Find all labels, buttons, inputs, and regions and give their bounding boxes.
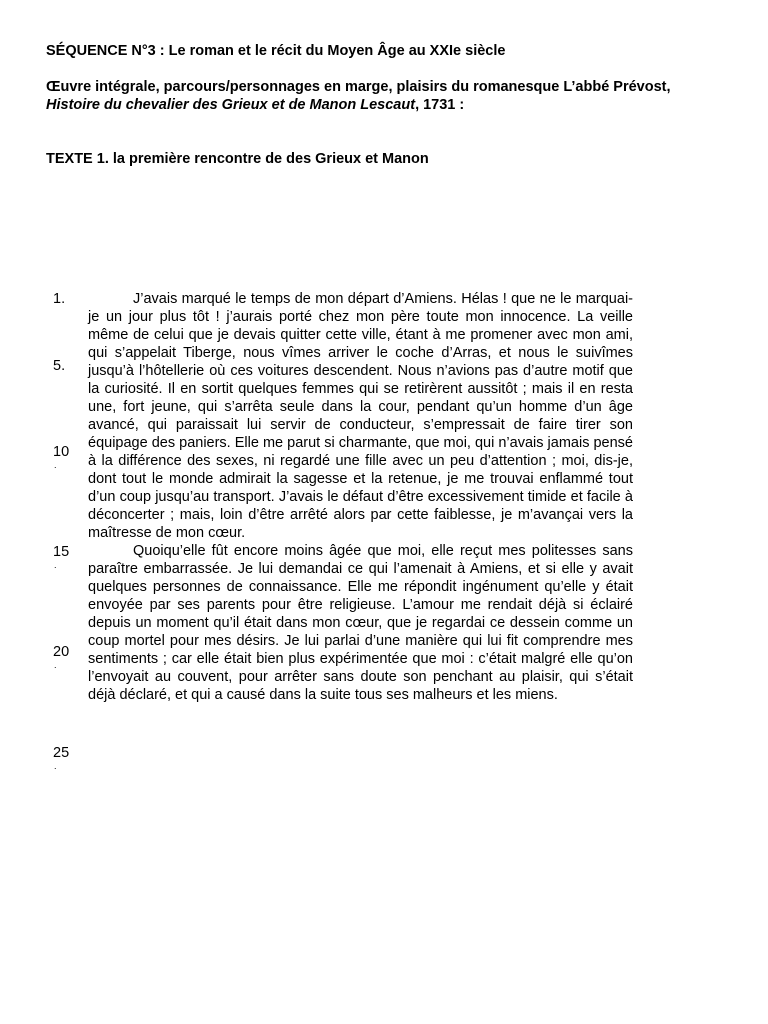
line-number-1: 1. [53, 291, 66, 307]
text-passage [88, 290, 633, 704]
oeuvre-line: Œuvre intégrale, parcours/personnages en marge, plaisirs du romanesque L’abbé Prévost, [46, 79, 671, 95]
paragraph-1: J’avais marqué le temps de mon départ d’Amiens. Hélas ! que ne le marquai-je un jour plus tôt ! j’aurais porté chez mon père toute mon innocence. La veille même de celui que je devais quitter cette ville, étant à me promener avec mon ami, qui s’appelait Tiberge, nous vîmes arriver le coche d’Arras, et nous le suivîmes jusqu’à l’hôtellerie où ces voitures descendent. Nous n’avions pas d’autre motif que la curiosité. Il en sortit quelques femmes qui se retirèrent aussitôt ; mais il en resta une, fort jeune, qui s’arrêta seule dans la cour, pendant qu’un homme d’un âge avancé, qui paraissait lui servir de conducteur, s’empressait de faire tirer son équipage des paniers. Elle me parut si charmante, que moi, qui n’avais jamais pensé à la différence des sexes, ni regardé une fille avec un peu d’attention ; moi, dis-je, dont tout le monde admirait la sagesse et la retenue, je me trouvai enflammé tout d’un coup jusqu’au transport. J’avais le défaut d’être excessivement timide et facile à déconcerter ; mais, loin d’être arrêté alors par cette faiblesse, je m’avançai vers la maîtresse de mon cœur. [88, 291, 633, 541]
line-number-25 [53, 744, 69, 770]
line-number-value: 20 [53, 644, 70, 660]
line-number-dot: . [54, 460, 57, 470]
oeuvre-heading [46, 78, 736, 114]
oeuvre-date: , 1731 : [415, 97, 465, 113]
paragraph-2: Quoiqu’elle fût encore moins âgée que moi, elle reçut mes politesses sans paraître embarrassée. Je lui demandai ce qui l’amenait à Amiens, et si elle y avait quelques personnes de connaissance. Elle me répondit ingénument qu’elle y était envoyée par ses parents pour être religieuse. L’amour me rendait déjà si éclairé depuis un moment qu’il était dans mon cœur, que je regardai ce dessein comme un coup mortel pour mes désirs. Je lui parlai d’une manière qui lui fit comprendre mes sentiments ; car elle était bien plus expérimentée que moi : c’était malgré elle qu’on l’envoyait au couvent, pour arrêter sans doute son penchant au plaisir, qui s’était déjà déclaré, et qui a causé dans la suite tous ses malheurs et les miens. [88, 543, 633, 703]
line-number-value: 10 [53, 444, 70, 460]
line-number-value: 25 [53, 745, 70, 761]
line-number-5: 5. [53, 358, 66, 374]
sequence-title: SÉQUENCE N°3 : Le roman et le récit du Moyen Âge au XXIe siècle [46, 43, 506, 59]
line-number-dot: . [54, 660, 57, 670]
line-number-value: 15 [53, 544, 70, 560]
texte-title: TEXTE 1. la première rencontre de des Grieux et Manon [46, 151, 429, 167]
line-number-dot: . [54, 560, 57, 570]
line-number-10 [53, 443, 69, 469]
line-number-15 [53, 543, 69, 569]
line-number-dot: . [54, 761, 57, 771]
line-number-20 [53, 643, 69, 669]
oeuvre-title: Histoire du chevalier des Grieux et de Manon Lescaut [46, 97, 416, 113]
